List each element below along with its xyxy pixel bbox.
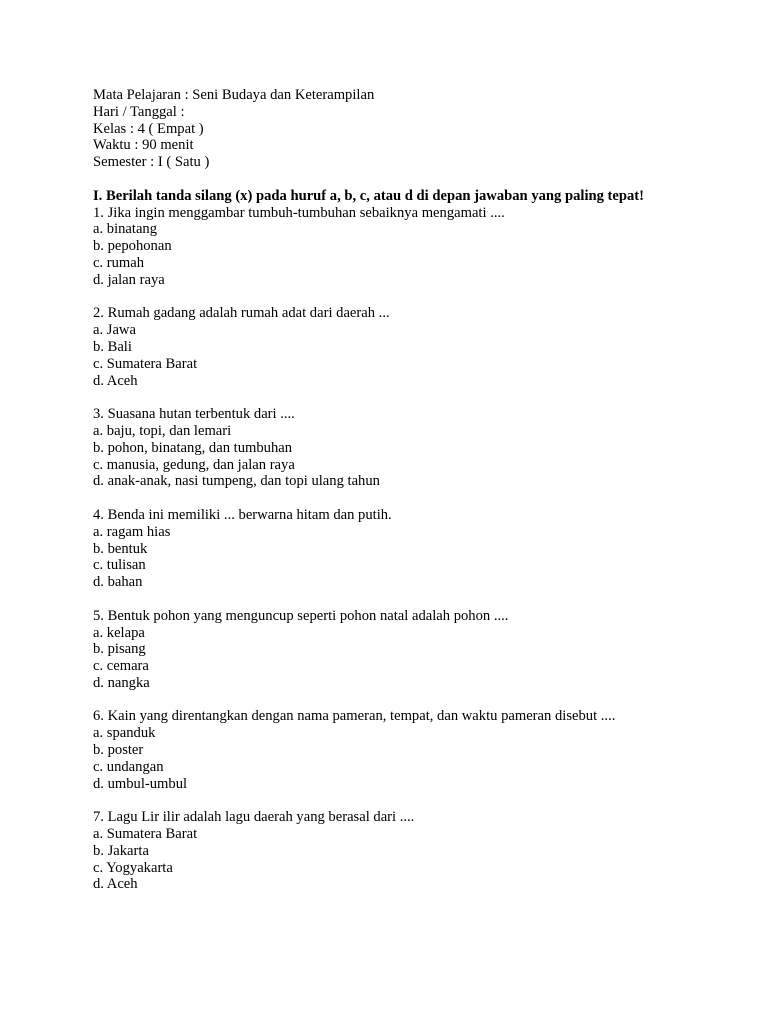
question-text: 2. Rumah gadang adalah rumah adat dari daerah ... [93, 305, 390, 322]
option-a: a. Jawa [93, 322, 136, 339]
question-text: 4. Benda ini memiliki ... berwarna hitam dan putih. [93, 506, 392, 523]
option-c: c. cemara [93, 658, 149, 675]
option-d: d. bahan [93, 574, 143, 591]
question-4 [93, 507, 693, 591]
class-line: Kelas : 4 ( Empat ) [93, 120, 204, 137]
question-list [93, 205, 693, 894]
option-c: c. rumah [93, 254, 145, 271]
day-date-line: Hari / Tanggal : [93, 103, 185, 120]
option-a: a. binatang [93, 221, 158, 238]
option-d: d. jalan raya [93, 271, 165, 288]
question-1 [93, 205, 693, 289]
exam-header [93, 87, 693, 171]
question-7 [93, 809, 693, 893]
option-d: d. Aceh [93, 372, 138, 389]
option-c: c. Sumatera Barat [93, 355, 198, 372]
option-c: c. tulisan [93, 557, 146, 574]
option-a: a. Sumatera Barat [93, 826, 198, 843]
option-b: b. Jakarta [93, 842, 149, 859]
document-page [93, 87, 693, 893]
option-d: d. Aceh [93, 876, 138, 893]
question-text: 6. Kain yang direntangkan dengan nama pameran, tempat, dan waktu pameran disebut .... [93, 708, 616, 725]
question-text: 1. Jika ingin menggambar tumbuh-tumbuhan sebaiknya mengamati .... [93, 204, 505, 221]
question-2 [93, 305, 693, 389]
question-6 [93, 708, 693, 792]
subject-line: Mata Pelajaran : Seni Budaya dan Keterampilan [93, 87, 375, 103]
time-line: Waktu : 90 menit [93, 137, 194, 154]
option-d: d. anak-anak, nasi tumpeng, dan topi ulang tahun [93, 473, 380, 490]
option-a: a. kelapa [93, 624, 145, 641]
option-b: b. Bali [93, 338, 132, 355]
option-a: a. ragam hias [93, 523, 171, 540]
option-d: d. nangka [93, 674, 150, 691]
option-b: b. pohon, binatang, dan tumbuhan [93, 439, 293, 456]
option-b: b. pepohonan [93, 238, 172, 255]
section-instruction: I. Berilah tanda silang (x) pada huruf a, b, c, atau d di depan jawaban yang paling tepat! [93, 187, 645, 204]
option-d: d. umbul-umbul [93, 775, 188, 792]
option-a: a. baju, topi, dan lemari [93, 422, 232, 439]
option-a: a. spanduk [93, 725, 156, 742]
question-5 [93, 608, 693, 692]
option-b: b. pisang [93, 641, 146, 658]
option-c: c. undangan [93, 758, 164, 775]
question-3 [93, 406, 693, 490]
option-c: c. manusia, gedung, dan jalan raya [93, 456, 295, 473]
semester-line: Semester : I ( Satu ) [93, 154, 210, 171]
option-c: c. Yogyakarta [93, 859, 173, 876]
option-b: b. bentuk [93, 540, 148, 557]
option-b: b. poster [93, 742, 144, 759]
question-text: 3. Suasana hutan terbentuk dari .... [93, 406, 295, 423]
question-text: 5. Bentuk pohon yang menguncup seperti pohon natal adalah pohon .... [93, 607, 509, 624]
question-text: 7. Lagu Lir ilir adalah lagu daerah yang berasal dari .... [93, 809, 415, 826]
